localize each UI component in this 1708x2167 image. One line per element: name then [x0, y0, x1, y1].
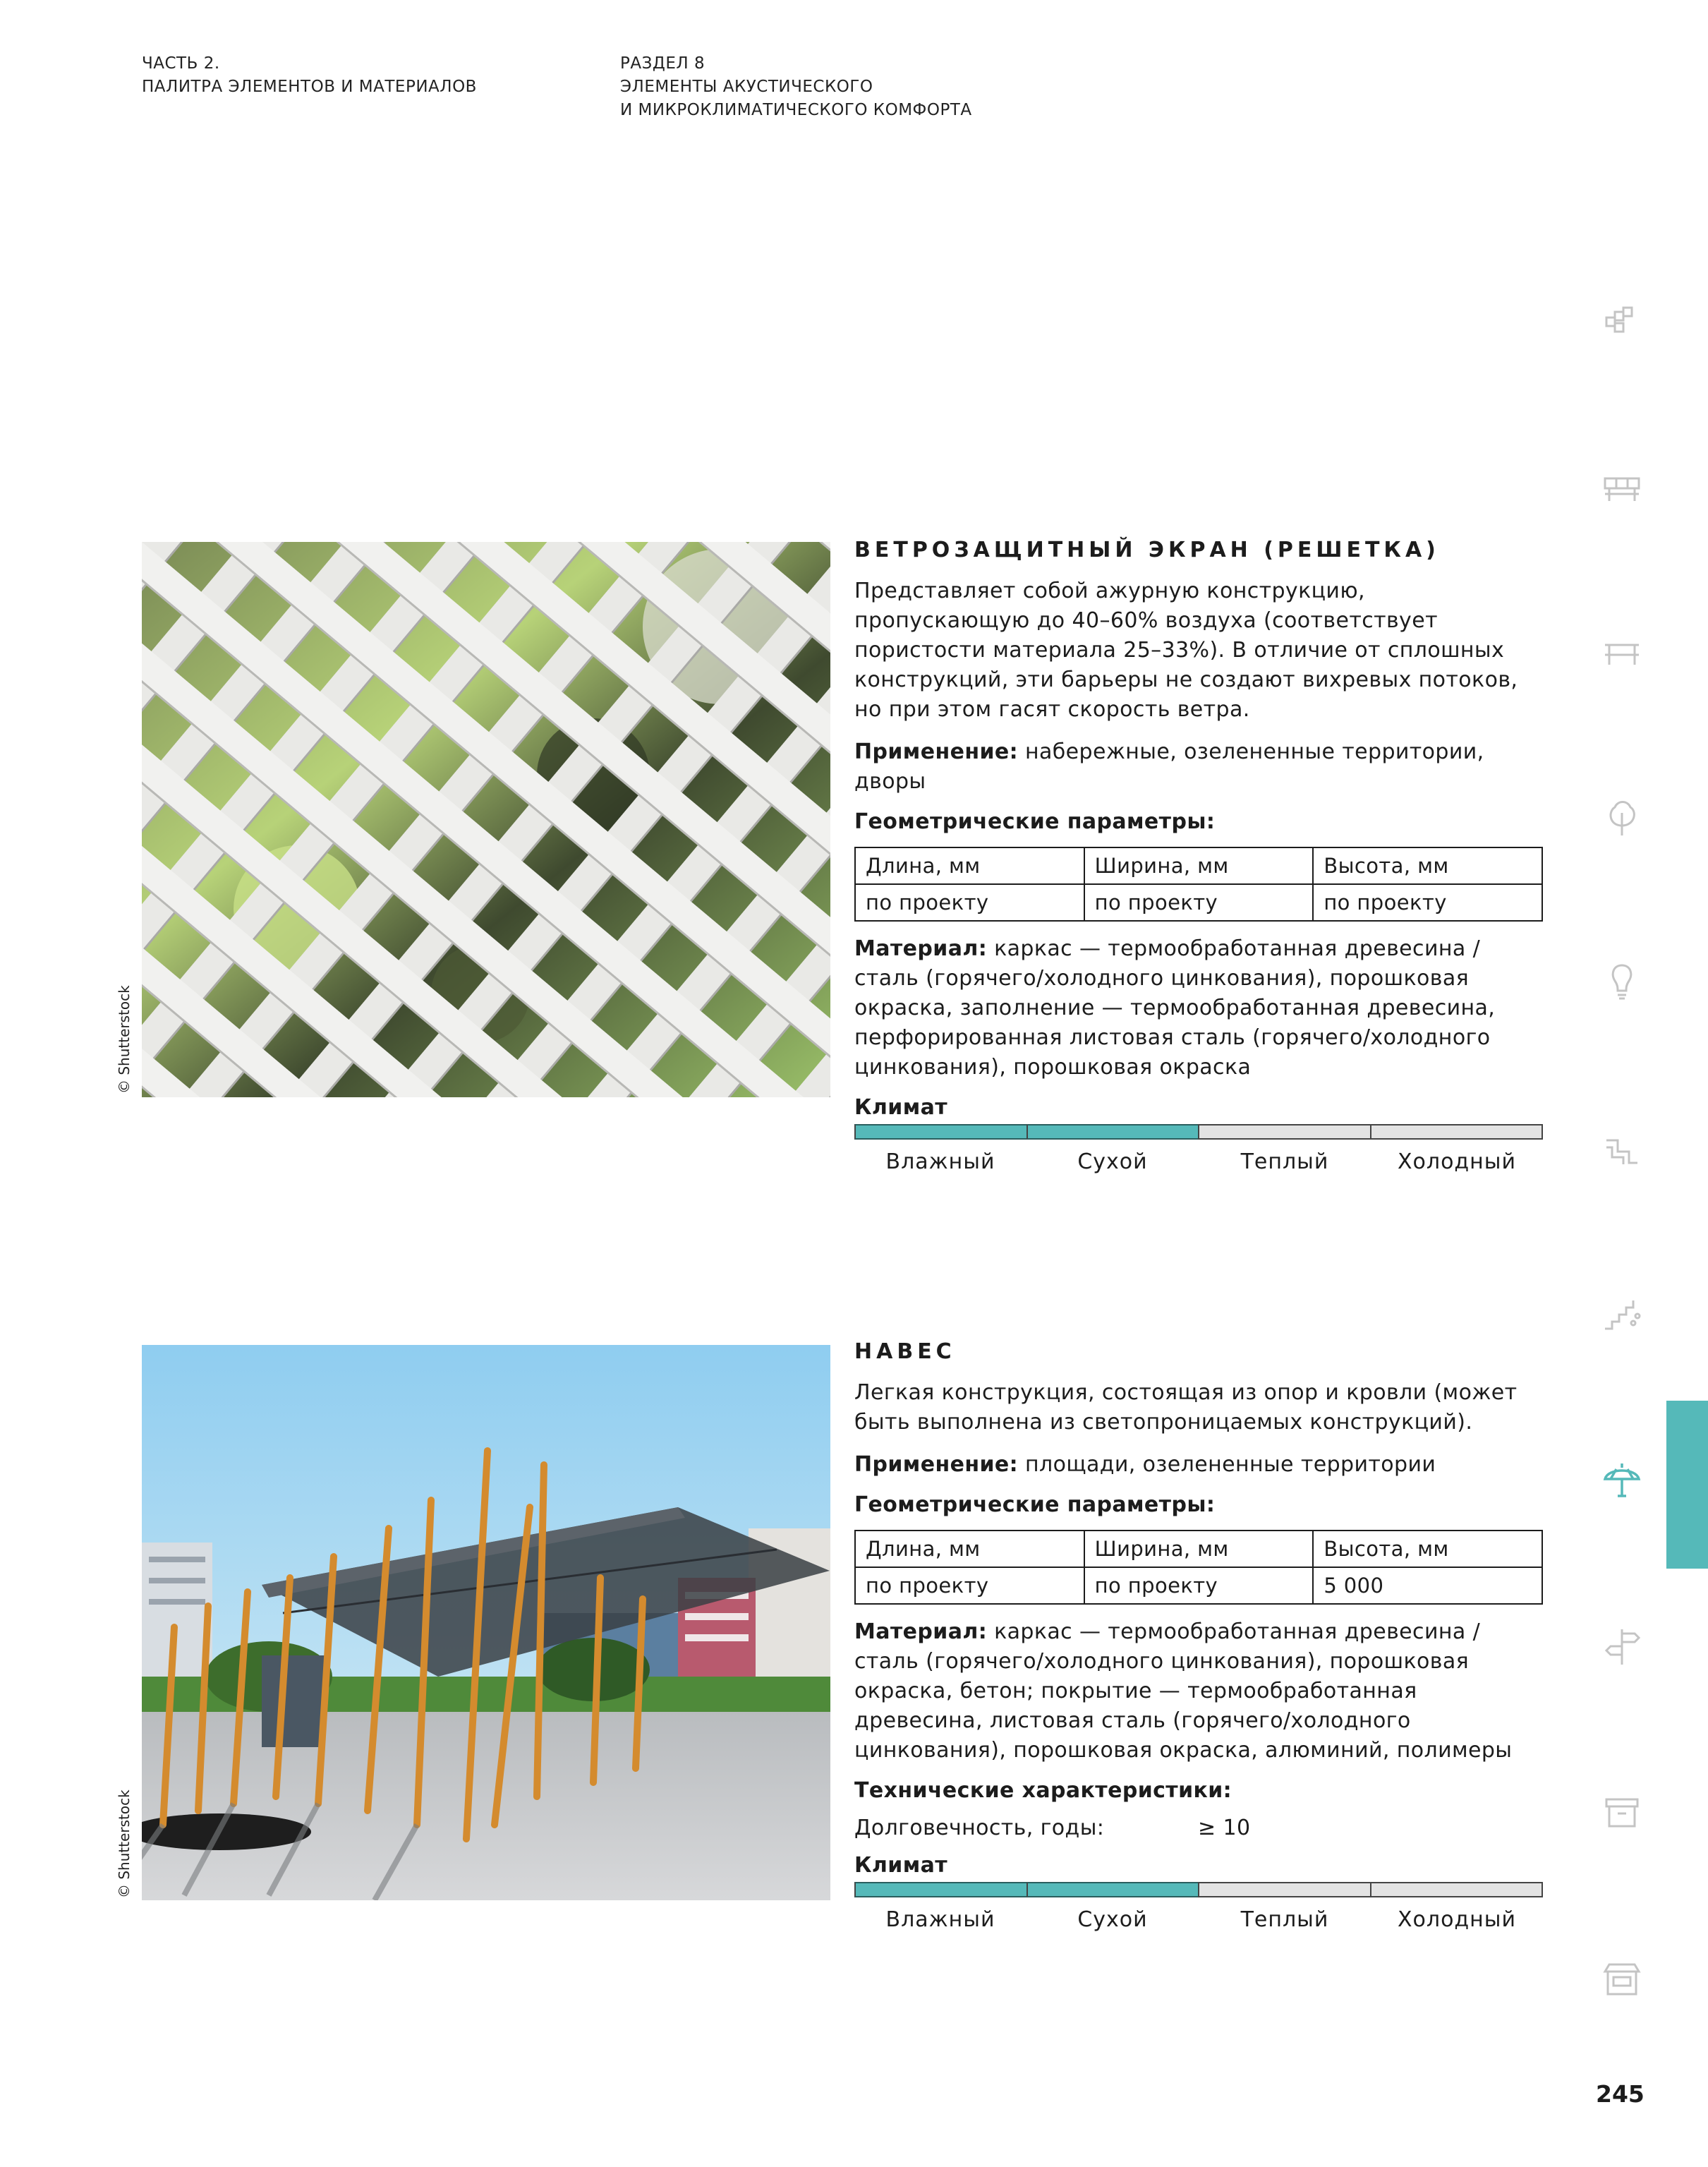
climate-bar: [854, 1124, 1543, 1140]
blocks-icon[interactable]: [1602, 302, 1642, 342]
table-header-cell: Высота, мм: [1313, 847, 1542, 884]
table-header-cell: Длина, мм: [855, 1531, 1084, 1567]
umbrella-icon[interactable]: [1602, 1461, 1642, 1500]
item-application: Применение: набережные, озелененные территории, дворы: [854, 740, 1484, 794]
header-part: [142, 52, 477, 99]
climate-segment-cold: [1370, 1882, 1544, 1897]
item-canopy: [854, 1339, 1543, 1932]
photo-credit-2: © Shutterstock: [116, 1789, 133, 1898]
tech-row-durability: [854, 1816, 1543, 1840]
table-header-cell: Ширина, мм: [1084, 847, 1314, 884]
climate-segment-cold: [1370, 1124, 1544, 1140]
pipe-icon[interactable]: [1602, 1129, 1642, 1169]
climate-segment-warm: [1198, 1882, 1370, 1897]
climate-label: Теплый: [1240, 1149, 1329, 1174]
item-description: Представляет собой ажурную конструкцию, пропускающую до 40–60% воздуха (соответствует пористости материала 25–33%). В отличие от сплошных конструкций, эти барьеры не создают вихревых потоков, но при этом гасят скорость ветра.: [854, 579, 1518, 722]
table-row: [855, 1531, 1542, 1567]
table-cell: по проекту: [855, 1567, 1084, 1604]
tree-icon[interactable]: [1602, 797, 1642, 837]
table-cell: 5 000: [1313, 1567, 1542, 1604]
table-row: [855, 884, 1542, 921]
box-icon[interactable]: [1602, 1792, 1642, 1832]
header-section-title-2: И МИКРОКЛИМАТИЧЕСКОГО КОМФОРТА: [620, 101, 972, 119]
table-cell: по проекту: [855, 884, 1084, 921]
climate-label: Холодный: [1398, 1149, 1516, 1174]
item-description: Легкая конструкция, состоящая из опор и кровли (может быть выполнена из светопроницаемых конструкций).: [854, 1380, 1518, 1435]
table-row: [855, 847, 1542, 884]
climate-labels: [854, 1907, 1543, 1932]
climate-segment-wet: [854, 1124, 1026, 1140]
item-application: Применение: площади, озелененные территории: [854, 1452, 1436, 1477]
geometry-heading: Геометрические параметры:: [854, 809, 1216, 834]
climate-segment-wet: [854, 1882, 1026, 1897]
climate-segment-dry: [1026, 1124, 1199, 1140]
climate-label: Сухой: [1077, 1907, 1148, 1932]
climate-segment-dry: [1026, 1882, 1199, 1897]
photo-canopy: [142, 1345, 830, 1900]
tech-key: Долговечность, годы:: [854, 1816, 1105, 1840]
table-header-cell: Высота, мм: [1313, 1531, 1542, 1567]
header-section: [620, 52, 972, 122]
item-title: НАВЕС: [854, 1339, 956, 1364]
table-row: [855, 1567, 1542, 1604]
active-section-tab: [1666, 1401, 1708, 1569]
header-part-number: ЧАСТЬ 2.: [142, 54, 220, 73]
geometry-table: [854, 847, 1543, 922]
climate-label: Сухой: [1077, 1149, 1148, 1174]
signpost-icon[interactable]: [1602, 1626, 1642, 1666]
climate-label: Влажный: [885, 1149, 995, 1174]
climate-label: Влажный: [885, 1907, 995, 1932]
table-cell: по проекту: [1313, 884, 1542, 921]
climate-labels: [854, 1149, 1543, 1174]
table-cell: по проекту: [1084, 884, 1314, 921]
tech-value: ≥ 10: [1198, 1816, 1251, 1840]
table-icon[interactable]: [1602, 635, 1642, 675]
photo-credit-1: © Shutterstock: [116, 985, 133, 1094]
kiosk-icon[interactable]: [1602, 1959, 1642, 1998]
header-part-title: ПАЛИТРА ЭЛЕМЕНТОВ И МАТЕРИАЛОВ: [142, 78, 477, 96]
stairs-icon[interactable]: [1602, 1295, 1642, 1334]
climate-heading: Климат: [854, 1853, 948, 1878]
geometry-table: [854, 1530, 1543, 1605]
header-section-number: РАЗДЕЛ 8: [620, 54, 705, 73]
lightbulb-icon[interactable]: [1602, 961, 1642, 1001]
climate-heading: Климат: [854, 1095, 948, 1120]
geometry-heading: Геометрические параметры:: [854, 1492, 1216, 1517]
photo-wind-screen: [142, 542, 830, 1097]
bench-icon[interactable]: [1602, 469, 1642, 508]
tech-heading: Технические характеристики:: [854, 1778, 1232, 1803]
climate-label: Теплый: [1240, 1907, 1329, 1932]
item-material: Материал: каркас — термообработанная древесина / сталь (горячего/холодного цинкования), порошковая окраска, заполнение — термообработанная древесина, перфорированная листовая сталь (горячего/холодного цинкования), порошковая окраска: [854, 936, 1496, 1080]
climate-label: Холодный: [1398, 1907, 1516, 1932]
item-title: ВЕТРОЗАЩИТНЫЙ ЭКРАН (РЕШЕТКА): [854, 538, 1440, 562]
table-cell: по проекту: [1084, 1567, 1314, 1604]
page-number: 245: [1596, 2080, 1645, 2108]
table-header-cell: Ширина, мм: [1084, 1531, 1314, 1567]
climate-segment-warm: [1198, 1124, 1370, 1140]
item-wind-screen: [854, 538, 1543, 1174]
climate-bar: [854, 1882, 1543, 1897]
item-material: Материал: каркас — термообработанная древесина / сталь (горячего/холодного цинкования), порошковая окраска, бетон; покрытие — термообработанная древесина, листовая сталь (горячего/холодного цинкования), порошковая окраска, алюминий, полимеры: [854, 1619, 1513, 1763]
table-header-cell: Длина, мм: [855, 847, 1084, 884]
header-section-title-1: ЭЛЕМЕНТЫ АКУСТИЧЕСКОГО: [620, 78, 873, 96]
